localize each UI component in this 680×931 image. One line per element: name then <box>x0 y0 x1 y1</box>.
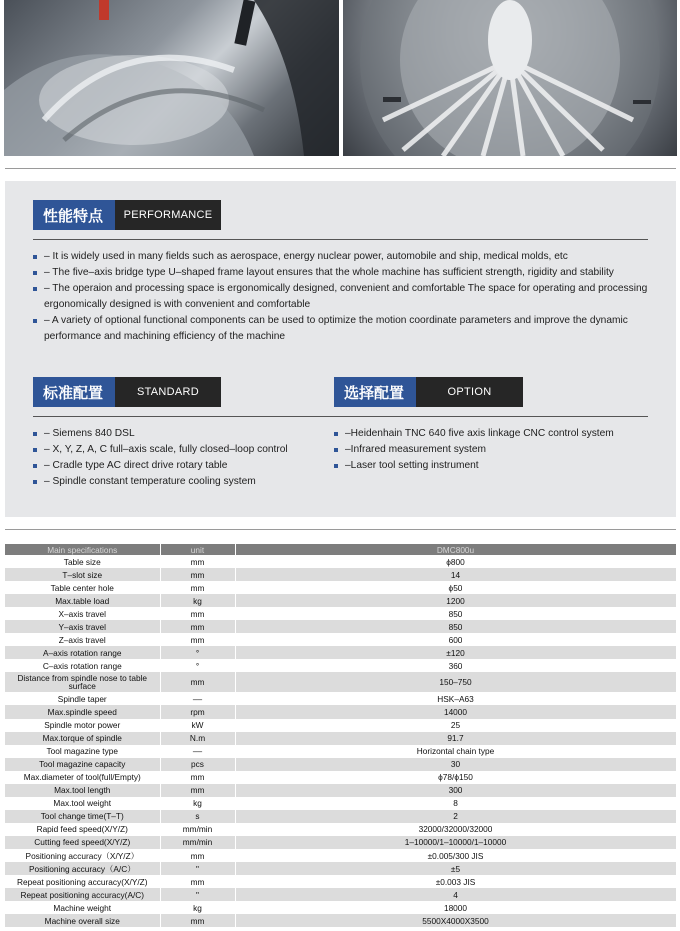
spec-unit-cell: " <box>160 862 235 875</box>
spec-unit-cell: mm <box>160 568 235 581</box>
spec-name-cell: Tool change time(T–T) <box>5 810 160 823</box>
impeller-photo <box>343 0 677 156</box>
list-item: –Infrared measurement system <box>334 442 654 458</box>
table-row <box>5 646 676 659</box>
spec-value-cell: ϕ800 <box>235 555 676 568</box>
table-row <box>5 771 676 784</box>
table-row <box>5 901 676 914</box>
table-row <box>5 836 676 849</box>
spec-name-cell: Machine overall size <box>5 914 160 927</box>
table-row <box>5 797 676 810</box>
spec-value-cell: Horizontal chain type <box>235 745 676 758</box>
column-header-unit: unit <box>160 544 235 555</box>
machining-photo <box>4 0 339 156</box>
table-row <box>5 810 676 823</box>
list-item: – X, Y, Z, A, C full–axis scale, fully closed–loop control <box>33 442 325 458</box>
spec-name-cell: Rapid feed speed(X/Y/Z) <box>5 823 160 836</box>
spec-value-cell: 850 <box>235 620 676 633</box>
spec-unit-cell: mm <box>160 672 235 692</box>
spec-name-cell: Max.torque of spindle <box>5 732 160 745</box>
table-row <box>5 692 676 705</box>
spec-name-cell: Repeat positioning accuracy(A/C) <box>5 888 160 901</box>
spec-value-cell: ±0.005/300 JIS <box>235 849 676 862</box>
table-row <box>5 849 676 862</box>
spec-value-cell: ϕ78/ϕ150 <box>235 771 676 784</box>
spec-name-cell: Positioning accuracy（A/C） <box>5 862 160 875</box>
spec-name-cell: Spindle taper <box>5 692 160 705</box>
standard-title-cn: 标准配置 <box>33 377 115 407</box>
spec-name-cell: Spindle motor power <box>5 719 160 732</box>
spec-value-cell: ±120 <box>235 646 676 659</box>
table-row <box>5 745 676 758</box>
column-header-model: DMC800u <box>235 544 676 555</box>
table-row <box>5 784 676 797</box>
table-row <box>5 823 676 836</box>
spec-name-cell: Max.spindle speed <box>5 705 160 718</box>
table-row <box>5 705 676 718</box>
spec-name-cell: Max.tool weight <box>5 797 160 810</box>
spec-value-cell: 850 <box>235 607 676 620</box>
spec-value-cell: ±0.003 JIS <box>235 875 676 888</box>
option-heading <box>334 377 523 407</box>
spec-unit-cell: mm/min <box>160 823 235 836</box>
list-item: – A variety of optional functional components can be used to optimize the motion coordinate parameters and improve the dynamic performance and machining efficiency of the machine <box>33 313 650 345</box>
spec-unit-cell: rpm <box>160 705 235 718</box>
spec-name-cell: Max.diameter of tool(full/Empty) <box>5 771 160 784</box>
spec-unit-cell: mm <box>160 849 235 862</box>
list-item: – It is widely used in many fields such as aerospace, energy nuclear power, automobile and ship, medical molds, etc <box>33 249 650 265</box>
spec-unit-cell: mm <box>160 607 235 620</box>
table-row <box>5 672 676 692</box>
list-item: –Laser tool setting instrument <box>334 458 654 474</box>
features-panel <box>5 181 676 517</box>
standard-title-en: STANDARD <box>115 377 221 407</box>
spec-value-cell: 5500X4000X3500 <box>235 914 676 927</box>
spec-name-cell: A–axis rotation range <box>5 646 160 659</box>
spec-value-cell: 4 <box>235 888 676 901</box>
spec-unit-cell: mm <box>160 914 235 927</box>
spec-name-cell: Y–axis travel <box>5 620 160 633</box>
spec-unit-cell: kg <box>160 797 235 810</box>
list-item: – Cradle type AC direct drive rotary table <box>33 458 325 474</box>
table-row <box>5 633 676 646</box>
spec-name-cell: Max.table load <box>5 594 160 607</box>
spec-unit-cell: ° <box>160 659 235 672</box>
spec-unit-cell: ° <box>160 646 235 659</box>
spec-name-cell: Table size <box>5 555 160 568</box>
table-row <box>5 607 676 620</box>
list-item: – Spindle constant temperature cooling system <box>33 474 325 490</box>
spec-name-cell: Tool magazine capacity <box>5 758 160 771</box>
section-rule-top <box>5 168 676 169</box>
option-title-cn: 选择配置 <box>334 377 416 407</box>
table-row <box>5 875 676 888</box>
spec-name-cell: Tool magazine type <box>5 745 160 758</box>
table-row <box>5 555 676 568</box>
spec-value-cell: 1200 <box>235 594 676 607</box>
spec-name-cell: Table center hole <box>5 581 160 594</box>
spec-unit-cell: mm <box>160 555 235 568</box>
spec-unit-cell: " <box>160 888 235 901</box>
table-row <box>5 914 676 927</box>
spec-value-cell: 25 <box>235 719 676 732</box>
table-row <box>5 568 676 581</box>
table-header-row <box>5 544 676 555</box>
spec-name-cell: C–axis rotation range <box>5 659 160 672</box>
spec-name-cell: T–slot size <box>5 568 160 581</box>
spec-unit-cell: mm <box>160 875 235 888</box>
spec-value-cell: 600 <box>235 633 676 646</box>
option-title-en: OPTION <box>416 377 523 407</box>
spec-value-cell: 18000 <box>235 901 676 914</box>
table-row <box>5 719 676 732</box>
spec-unit-cell: mm <box>160 633 235 646</box>
spec-name-cell: X–axis travel <box>5 607 160 620</box>
performance-title-en: PERFORMANCE <box>115 200 221 230</box>
spec-unit-cell: kW <box>160 719 235 732</box>
spec-value-cell: 2 <box>235 810 676 823</box>
table-row <box>5 758 676 771</box>
spec-value-cell: 14 <box>235 568 676 581</box>
spec-unit-cell: mm <box>160 771 235 784</box>
spec-unit-cell: mm <box>160 784 235 797</box>
spec-name-cell: Positioning accuracy（X/Y/Z） <box>5 849 160 862</box>
table-row <box>5 620 676 633</box>
list-item: – Siemens 840 DSL <box>33 426 325 442</box>
table-row <box>5 888 676 901</box>
performance-list <box>33 249 650 345</box>
table-row <box>5 594 676 607</box>
spec-value-cell: ±5 <box>235 862 676 875</box>
table-row <box>5 862 676 875</box>
spec-value-cell: 30 <box>235 758 676 771</box>
spec-value-cell: 8 <box>235 797 676 810</box>
spec-unit-cell: N.m <box>160 732 235 745</box>
spec-unit-cell: mm <box>160 620 235 633</box>
standard-heading <box>33 377 221 407</box>
list-item: –Heidenhain TNC 640 five axis linkage CNC control system <box>334 426 654 442</box>
config-divider <box>33 416 648 417</box>
specifications-body <box>5 555 676 927</box>
spec-unit-cell: mm/min <box>160 836 235 849</box>
spec-value-cell: 360 <box>235 659 676 672</box>
spec-unit-cell: kg <box>160 594 235 607</box>
spec-name-cell: Repeat positioning accuracy(X/Y/Z) <box>5 875 160 888</box>
column-header-spec: Main specifications <box>5 544 160 555</box>
spec-value-cell: 150–750 <box>235 672 676 692</box>
spec-name-cell: Max.tool length <box>5 784 160 797</box>
product-photos <box>0 0 680 156</box>
spec-value-cell: 300 <box>235 784 676 797</box>
spec-value-cell: 91.7 <box>235 732 676 745</box>
spec-unit-cell: –– <box>160 745 235 758</box>
spec-name-cell: Machine weight <box>5 901 160 914</box>
standard-list <box>33 426 325 490</box>
spec-value-cell: 14000 <box>235 705 676 718</box>
spec-name-cell: Distance from spindle nose to table surface <box>5 672 160 692</box>
performance-divider <box>33 239 648 240</box>
list-item: – The five–axis bridge type U–shaped frame layout ensures that the whole machine has sufficient strength, rigidity and stability <box>33 265 650 281</box>
spec-name-cell: Z–axis travel <box>5 633 160 646</box>
table-row <box>5 732 676 745</box>
spec-value-cell: 32000/32000/32000 <box>235 823 676 836</box>
table-row <box>5 581 676 594</box>
spec-unit-cell: kg <box>160 901 235 914</box>
option-list <box>334 426 654 474</box>
section-rule-bottom <box>5 529 676 530</box>
performance-title-cn: 性能特点 <box>33 200 115 230</box>
spec-name-cell: Cutting feed speed(X/Y/Z) <box>5 836 160 849</box>
spec-value-cell: 1–10000/1–10000/1–10000 <box>235 836 676 849</box>
performance-heading <box>33 200 221 230</box>
spec-value-cell: ϕ50 <box>235 581 676 594</box>
list-item: – The operaion and processing space is ergonomically designed, convenient and comfortable The space for operating and processing ergonomically designed is with convenient and comfortable <box>33 281 650 313</box>
specifications-table <box>5 544 677 927</box>
spec-unit-cell: –– <box>160 692 235 705</box>
spec-unit-cell: pcs <box>160 758 235 771</box>
spec-unit-cell: s <box>160 810 235 823</box>
spec-unit-cell: mm <box>160 581 235 594</box>
spec-value-cell: HSK–A63 <box>235 692 676 705</box>
table-row <box>5 659 676 672</box>
